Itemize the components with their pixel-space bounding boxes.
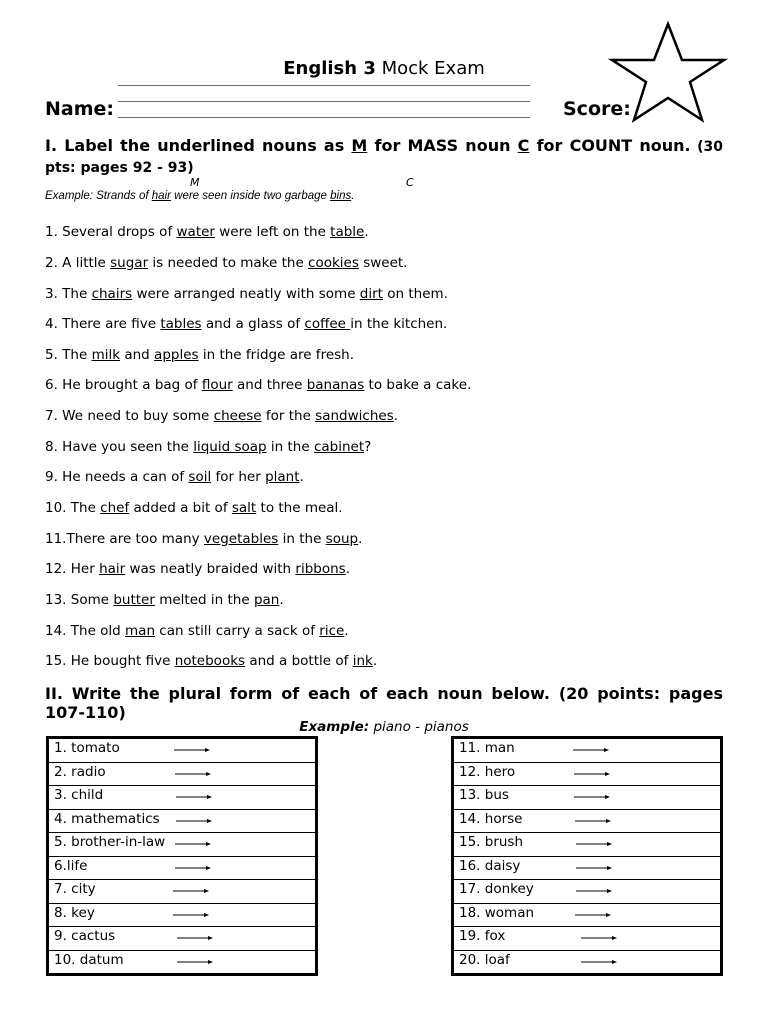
underlined-noun: sugar [110, 255, 149, 271]
question-text: on them. [382, 286, 448, 302]
arrow-icon [575, 818, 611, 824]
noun-label: 14. horse [459, 810, 523, 827]
plural-row [453, 738, 722, 763]
plural-cell[interactable] [48, 833, 317, 857]
noun-label: 16. daisy [459, 857, 521, 874]
plural-row [453, 762, 722, 786]
arrow-icon [173, 912, 209, 918]
plural-cell[interactable] [453, 856, 722, 880]
underlined-noun: hair [99, 561, 126, 577]
plural-cell[interactable] [453, 950, 722, 975]
question-item [45, 377, 471, 393]
underlined-noun: pan [253, 592, 280, 608]
question-text: . [358, 531, 363, 547]
noun-label: 2. radio [54, 763, 106, 780]
underlined-noun: butter [113, 592, 155, 608]
question-item [45, 623, 349, 639]
question-text: was neatly braided with [125, 561, 296, 577]
question-text: were arranged neatly with some [132, 286, 360, 302]
plural-cell[interactable] [48, 927, 317, 951]
plural-row [453, 809, 722, 833]
plural-cell[interactable] [453, 762, 722, 786]
question-text: . [345, 561, 350, 577]
question-text: to bake a cake. [364, 377, 472, 393]
underlined-noun: ink [352, 653, 373, 669]
underlined-noun: man [125, 623, 156, 639]
plural-row [453, 786, 722, 810]
underlined-noun: chairs [91, 286, 133, 302]
noun-label: 9. cactus [54, 928, 116, 944]
plural-cell[interactable] [453, 738, 722, 763]
underlined-noun: water [176, 224, 215, 240]
arrow-icon [175, 771, 211, 777]
question-text: in the fridge are fresh. [198, 347, 355, 363]
plural-row [48, 950, 317, 975]
arrow-icon [177, 935, 213, 941]
plural-cell[interactable] [48, 809, 317, 833]
arrow-icon [175, 865, 211, 871]
plural-row [48, 809, 317, 833]
question-item [45, 224, 369, 240]
underlined-noun: vegetables [203, 531, 279, 547]
question-text: in the [266, 439, 314, 455]
question-text: 9. He needs a can of [45, 469, 189, 485]
underlined-noun: table [330, 224, 365, 240]
noun-label: 1. tomato [54, 740, 120, 756]
question-text: sweet. [358, 255, 408, 271]
underlined-noun: cabinet [313, 439, 365, 455]
underlined-noun: dirt [359, 286, 383, 302]
question-text: 6. He brought a bag of [45, 377, 202, 393]
question-text: . [364, 224, 369, 240]
section2-heading: II. Write the plural form of each of each noun below. (20 points: pages 107-110) [45, 684, 723, 722]
underlined-noun: milk [91, 347, 121, 363]
question-text: 8. Have you seen the [45, 439, 194, 455]
question-text: for the [261, 408, 316, 424]
underlined-noun: salt [231, 500, 257, 516]
star-icon [606, 20, 730, 124]
question-text: and three [232, 377, 307, 393]
question-text: and a bottle of [245, 653, 353, 669]
plural-row [453, 927, 722, 951]
question-text: 2. A little [45, 255, 111, 271]
plural-cell[interactable] [48, 762, 317, 786]
underlined-noun: ribbons [295, 561, 346, 577]
question-text: 7. We need to buy some [45, 408, 214, 424]
question-text: 11.There are too many [45, 531, 204, 547]
question-item [45, 500, 343, 516]
underlined-noun: liquid soap [193, 439, 267, 455]
plural-row [453, 950, 722, 975]
plural-cell[interactable] [48, 950, 317, 975]
underlined-noun: flour [201, 377, 233, 393]
question-text: . [299, 469, 304, 485]
question-item [45, 286, 448, 302]
example-mark-c: C [406, 176, 414, 189]
plural-cell[interactable] [48, 903, 317, 927]
arrow-icon [574, 771, 610, 777]
decorative-rule [118, 85, 530, 86]
question-text: for her [211, 469, 266, 485]
arrow-icon [581, 935, 617, 941]
plural-row [453, 880, 722, 904]
question-text: and a glass of [201, 316, 305, 332]
question-item [45, 316, 447, 332]
plural-row [48, 880, 317, 904]
question-text: 4. There are five [45, 316, 161, 332]
plural-cell[interactable] [453, 880, 722, 904]
question-text: 10. The [45, 500, 101, 516]
question-item [45, 531, 362, 547]
noun-label: 17. donkey [459, 881, 534, 897]
example-mark-m: M [190, 176, 200, 189]
arrow-icon [174, 747, 210, 753]
question-text: 15. He bought five [45, 653, 175, 669]
arrow-icon [576, 888, 612, 894]
arrow-icon [175, 841, 211, 847]
question-text: 14. The old [45, 623, 126, 639]
underlined-noun: soil [188, 469, 212, 485]
arrow-icon [176, 794, 212, 800]
question-text: 1. Several drops of [45, 224, 177, 240]
question-text: 5. The [45, 347, 92, 363]
underlined-noun: plant [265, 469, 300, 485]
noun-label: 4. mathematics [54, 810, 160, 827]
decorative-rule [118, 101, 530, 102]
question-text: melted in the [154, 592, 254, 608]
noun-label: 11. man [459, 740, 515, 756]
arrow-icon [173, 888, 209, 894]
plural-cell[interactable] [453, 809, 722, 833]
noun-label: 18. woman [459, 904, 535, 921]
question-text: in the kitchen. [350, 316, 448, 332]
question-item [45, 469, 304, 485]
question-text: 3. The [45, 286, 92, 302]
plural-cell[interactable] [453, 903, 722, 927]
arrow-icon [176, 818, 212, 824]
question-text: 12. Her [45, 561, 100, 577]
underlined-noun: soup [325, 531, 359, 547]
question-text: to the meal. [256, 500, 343, 516]
plural-table-left [46, 736, 318, 976]
question-text: . [344, 623, 349, 639]
underlined-noun: rice [319, 623, 345, 639]
question-item [45, 592, 284, 608]
title-bold: English 3 [283, 58, 376, 79]
plural-cell[interactable] [48, 856, 317, 880]
noun-label: 6.life [54, 857, 88, 874]
underlined-noun: chef [100, 500, 130, 516]
arrow-icon [576, 865, 612, 871]
underlined-noun: coffee [304, 316, 351, 332]
plural-cell[interactable] [48, 738, 317, 763]
plural-row [453, 903, 722, 927]
arrow-icon [575, 912, 611, 918]
question-text: and [120, 347, 155, 363]
plural-row [453, 856, 722, 880]
question-text: . [372, 653, 378, 669]
question-text: added a bit of [129, 500, 232, 516]
noun-label: 5. brother-in-law [54, 834, 166, 850]
question-item [45, 255, 407, 271]
underlined-noun: notebooks [174, 653, 246, 669]
noun-label: 20. loaf [459, 951, 510, 968]
question-text: 13. Some [45, 592, 114, 608]
question-item [45, 653, 377, 669]
arrow-icon [576, 841, 612, 847]
plural-row [48, 786, 317, 810]
question-item [45, 439, 371, 455]
question-text: can still carry a sack of [155, 623, 320, 639]
underlined-noun: apples [154, 347, 199, 363]
question-item [45, 408, 398, 424]
plural-row [48, 856, 317, 880]
name-label: Name: [45, 98, 115, 120]
underlined-noun: cheese [213, 408, 262, 424]
underlined-noun: sandwiches [315, 408, 394, 424]
plural-table-right [451, 736, 723, 976]
plural-cell[interactable] [453, 927, 722, 951]
question-item [45, 347, 354, 363]
noun-label: 8. key [54, 904, 95, 921]
underlined-noun: bananas [306, 377, 365, 393]
noun-label: 10. datum [54, 951, 124, 968]
noun-label: 3. child [54, 787, 104, 803]
question-text: were left on the [214, 224, 331, 240]
plural-row [48, 903, 317, 927]
plural-cell[interactable] [453, 833, 722, 857]
question-text: is needed to make the [148, 255, 309, 271]
noun-label: 19. fox [459, 928, 506, 944]
question-text: ? [364, 439, 372, 455]
noun-label: 15. brush [459, 834, 524, 850]
arrow-icon [574, 794, 610, 800]
question-text: in the [278, 531, 326, 547]
plural-row [48, 927, 317, 951]
noun-label: 7. city [54, 881, 96, 897]
question-text: . [393, 408, 399, 424]
plural-row [48, 762, 317, 786]
question-text: . [279, 592, 284, 608]
arrow-icon [177, 959, 213, 965]
name-line [118, 117, 530, 118]
section1-example: Example: Strands of hair were seen inside two garbage bins. [45, 190, 355, 202]
question-item [45, 561, 350, 577]
score-label: Score: [563, 98, 631, 120]
title-rest: Mock Exam [375, 58, 485, 79]
underlined-noun: cookies [308, 255, 359, 271]
section1-heading: I. Label the underlined nouns as M for MASS noun C for COUNT noun. (30 pts: pages 92 - 93) [45, 136, 723, 176]
arrow-icon [573, 747, 609, 753]
plural-cell[interactable] [48, 880, 317, 904]
noun-label: 13. bus [459, 787, 509, 803]
plural-cell[interactable] [48, 786, 317, 810]
underlined-noun: tables [160, 316, 202, 332]
plural-cell[interactable] [453, 786, 722, 810]
plural-row [48, 738, 317, 763]
plural-row [453, 833, 722, 857]
plural-row [48, 833, 317, 857]
arrow-icon [581, 959, 617, 965]
section2-example: Example: piano - pianos [299, 719, 469, 735]
noun-label: 12. hero [459, 763, 516, 780]
